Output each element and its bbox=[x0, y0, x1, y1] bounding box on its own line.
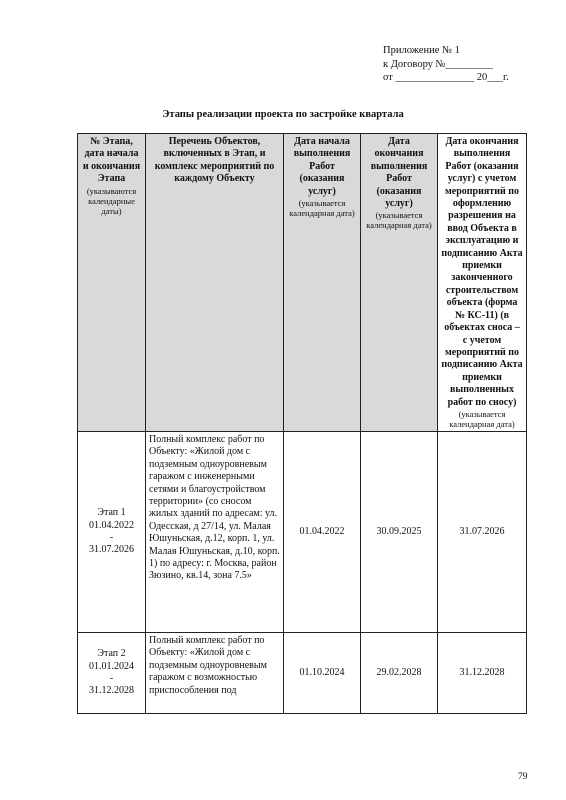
object-description: Полный комплекс работ по Объекту: «Жилой дом с подземным одноуровневым гаражом с инженерными сетями и благоустройством территории» (со сносом жилых зданий по адресам: ул. Одесская, д 27/14, ул. Малая Юшуньская, д.12, корп. 1, ул. Малая Юшуньская, д.10, корп. 1) по адресу: г. Москва, район Зюзино, кв.14, зона 7.5» bbox=[146, 431, 284, 632]
header-note: (указывается календарная дата) bbox=[449, 408, 515, 429]
stage-label: Этап 1 bbox=[97, 507, 126, 519]
header-objects-list bbox=[146, 134, 284, 432]
header-text: № Этапа, дата начала и окончания Этапа bbox=[82, 136, 141, 185]
header-text: Перечень Объектов, включенных в Этап, и комплекс мероприятий по каждому Объекту bbox=[154, 136, 275, 185]
work-start-date: 01.04.2022 bbox=[284, 431, 361, 632]
table-row bbox=[78, 431, 527, 632]
appendix-reference bbox=[383, 44, 553, 85]
page-number: 79 bbox=[518, 772, 528, 782]
header-text: Дата окончания выполнения Работ (оказания услуг) bbox=[370, 136, 428, 210]
appendix-line-contract: к Договору №_________ bbox=[383, 58, 493, 70]
header-note: (указываются календарные даты) bbox=[86, 185, 137, 216]
stage-dash: - bbox=[109, 672, 114, 684]
header-note: (указывается календарная дата) bbox=[289, 198, 355, 219]
work-end-date: 29.02.2028 bbox=[361, 632, 438, 713]
work-start-date: 01.10.2024 bbox=[284, 632, 361, 713]
header-final-end bbox=[438, 134, 527, 432]
table-row bbox=[78, 632, 527, 713]
header-note: (указывается календарная дата) bbox=[366, 210, 432, 231]
header-text: Дата начала выполнения Работ (оказания услуг) bbox=[293, 136, 351, 197]
stages-table bbox=[77, 133, 527, 714]
header-text: Дата окончания выполнения Работ (оказания услуг) с учетом мероприятий по оформлению разрешения на ввод Объекта в эксплуатацию и подписанию Акта приемки законченного строительством объекта (форма № КС-11) (в объектах сноса – с учетом мероприятий по подписанию Акта приемки выполненных работ по сносу) bbox=[441, 136, 523, 408]
stage-start-date: 01.01.2024 bbox=[89, 660, 134, 672]
stage-cell bbox=[78, 632, 146, 713]
object-description: Полный комплекс работ по Объекту: «Жилой дом с подземным одноуровневым гаражом с возможностью приспособления под bbox=[146, 632, 284, 713]
stage-end-date: 31.07.2026 bbox=[89, 544, 134, 556]
stage-label: Этап 2 bbox=[97, 648, 126, 660]
appendix-line-title: Приложение № 1 bbox=[383, 45, 460, 56]
stage-dash: - bbox=[109, 531, 114, 543]
header-work-start bbox=[284, 134, 361, 432]
stage-end-date: 31.12.2028 bbox=[89, 685, 134, 697]
header-stage-dates bbox=[78, 134, 146, 432]
final-end-date: 31.07.2026 bbox=[438, 431, 527, 632]
stage-cell bbox=[78, 431, 146, 632]
header-work-end bbox=[361, 134, 438, 432]
table-header-row bbox=[78, 134, 527, 432]
final-end-date: 31.12.2028 bbox=[438, 632, 527, 713]
document-title: Этапы реализации проекта по застройке квартала bbox=[162, 109, 404, 120]
work-end-date: 30.09.2025 bbox=[361, 431, 438, 632]
stage-start-date: 01.04.2022 bbox=[89, 519, 134, 531]
appendix-line-date: от _______________ 20___г. bbox=[383, 72, 509, 83]
